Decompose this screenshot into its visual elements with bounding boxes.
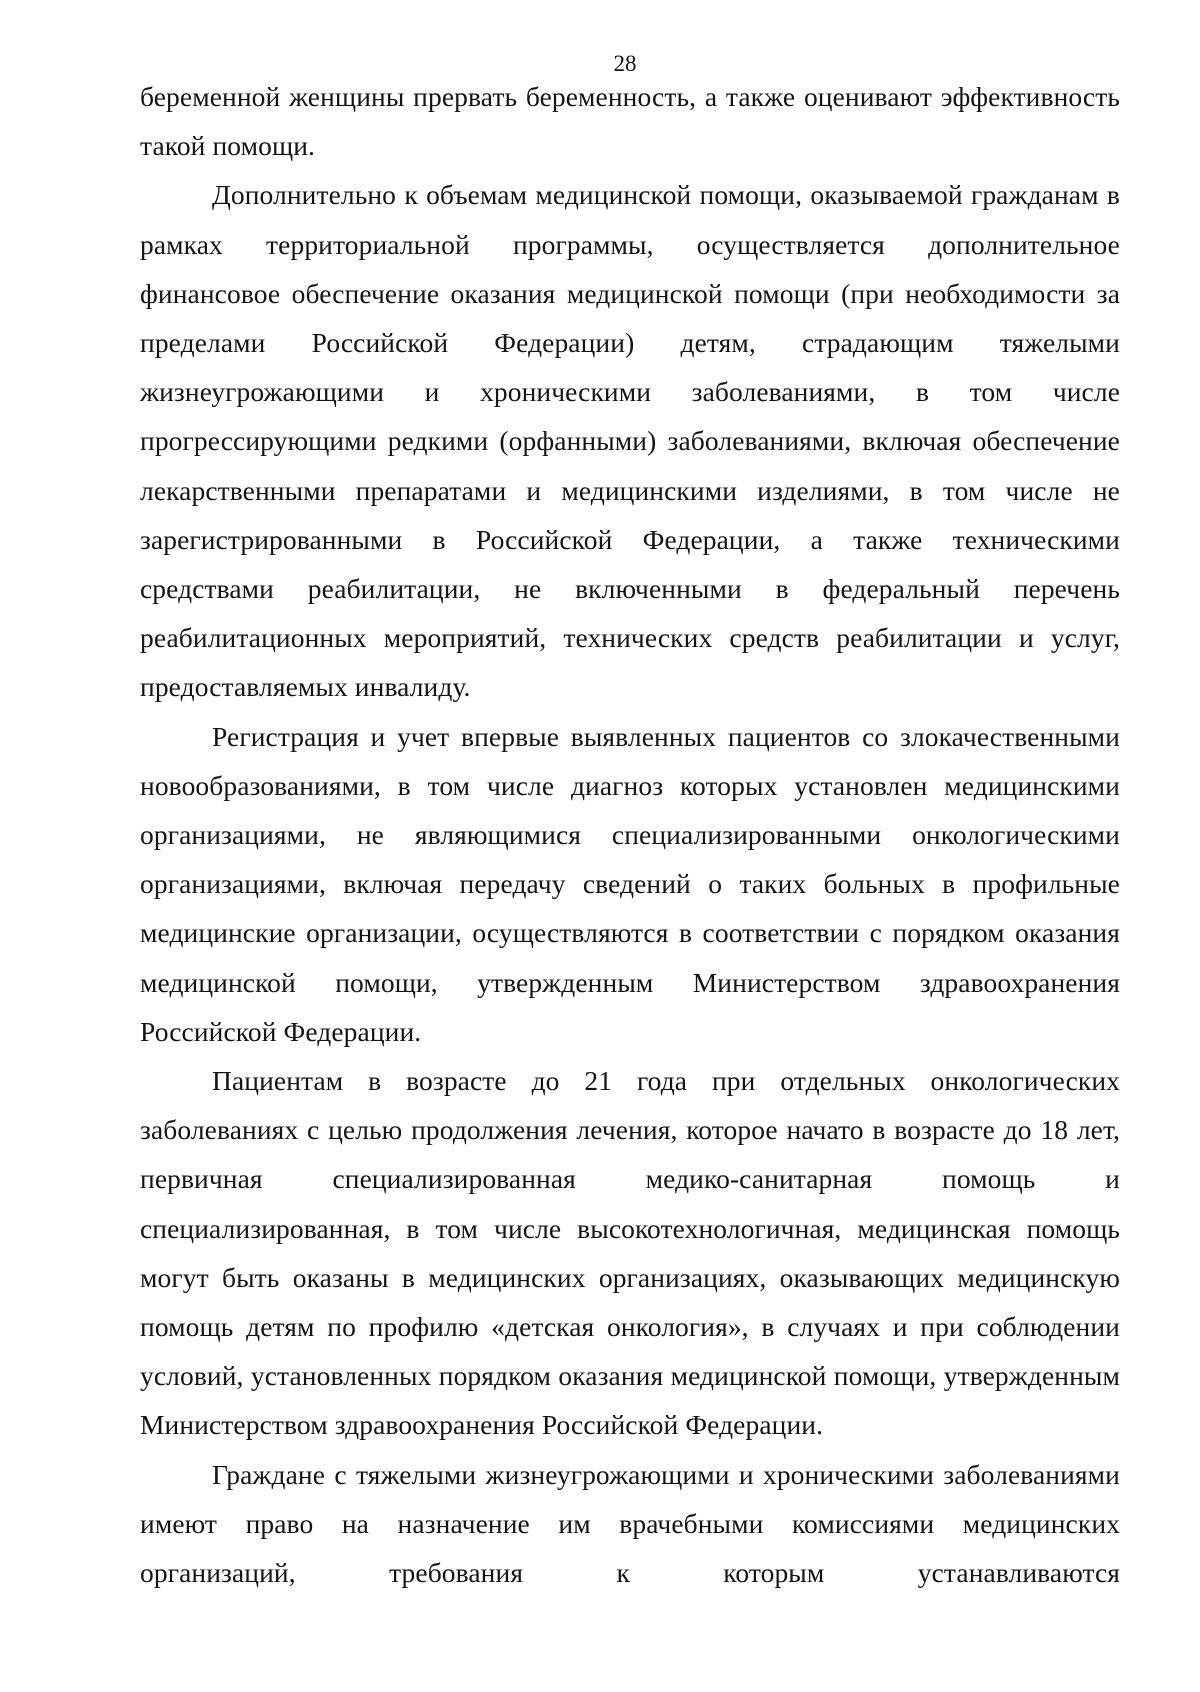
document-body <box>140 72 1120 1597</box>
paragraph-patients-under-21: Пациентам в возрасте до 21 года при отдельных онкологических заболеваниях с целью продолжения лечения, которое начато в возрасте до 18 лет, первичная специализированная медико-санитарная помощь и специализированная, в том числе высокотехнологичная, медицинская помощь могут быть оказаны в медицинских организациях, оказывающих медицинскую помощь детям по профилю «детская онкология», в случаях и при соблюдении условий, установленных порядком оказания медицинской помощи, утвержденным Министерством здравоохранения Российской Федерации. <box>140 1065 1120 1441</box>
paragraph-continuation: беременной женщины прервать беременность, а также оценивают эффективность такой помощи. <box>140 81 1120 162</box>
paragraph-additional-financing: Дополнительно к объемам медицинской помощи, оказываемой гражданам в рамках территориальной программы, осуществляется дополнительное финансовое обеспечение оказания медицинской помощи (при необходимости за пределами Российской Федерации) детям, страдающим тяжелыми жизнеугрожающими и хроническими заболеваниями, в том числе прогрессирующими редкими (орфанными) заболеваниями, включая обеспечение лекарственными препаратами и медицинскими изделиями, в том числе не зарегистрированными в Российской Федерации, а также техническими средствами реабилитации, не включенными в федеральный перечень реабилитационных мероприятий, технических средств реабилитации и услуг, предоставляемых инвалиду. <box>140 179 1120 703</box>
paragraph-citizens-rights: Граждане с тяжелыми жизнеугрожающими и хроническими заболеваниями имеют право на назначение им врачебными комиссиями медицинских организаций, требования к которым устанавливаются <box>140 1458 1120 1589</box>
page-number: 28 <box>613 51 637 76</box>
paragraph-registration: Регистрация и учет впервые выявленных пациентов со злокачественными новообразованиями, в том числе диагноз которых установлен медицинскими организациями, не являющимися специализированными онкологическими организациями, включая передачу сведений о таких больных в профильные медицинские организации, осуществляются в соответствии с порядком оказания медицинской помощи, утвержденным Министерством здравоохранения Российской Федерации. <box>140 720 1120 1047</box>
